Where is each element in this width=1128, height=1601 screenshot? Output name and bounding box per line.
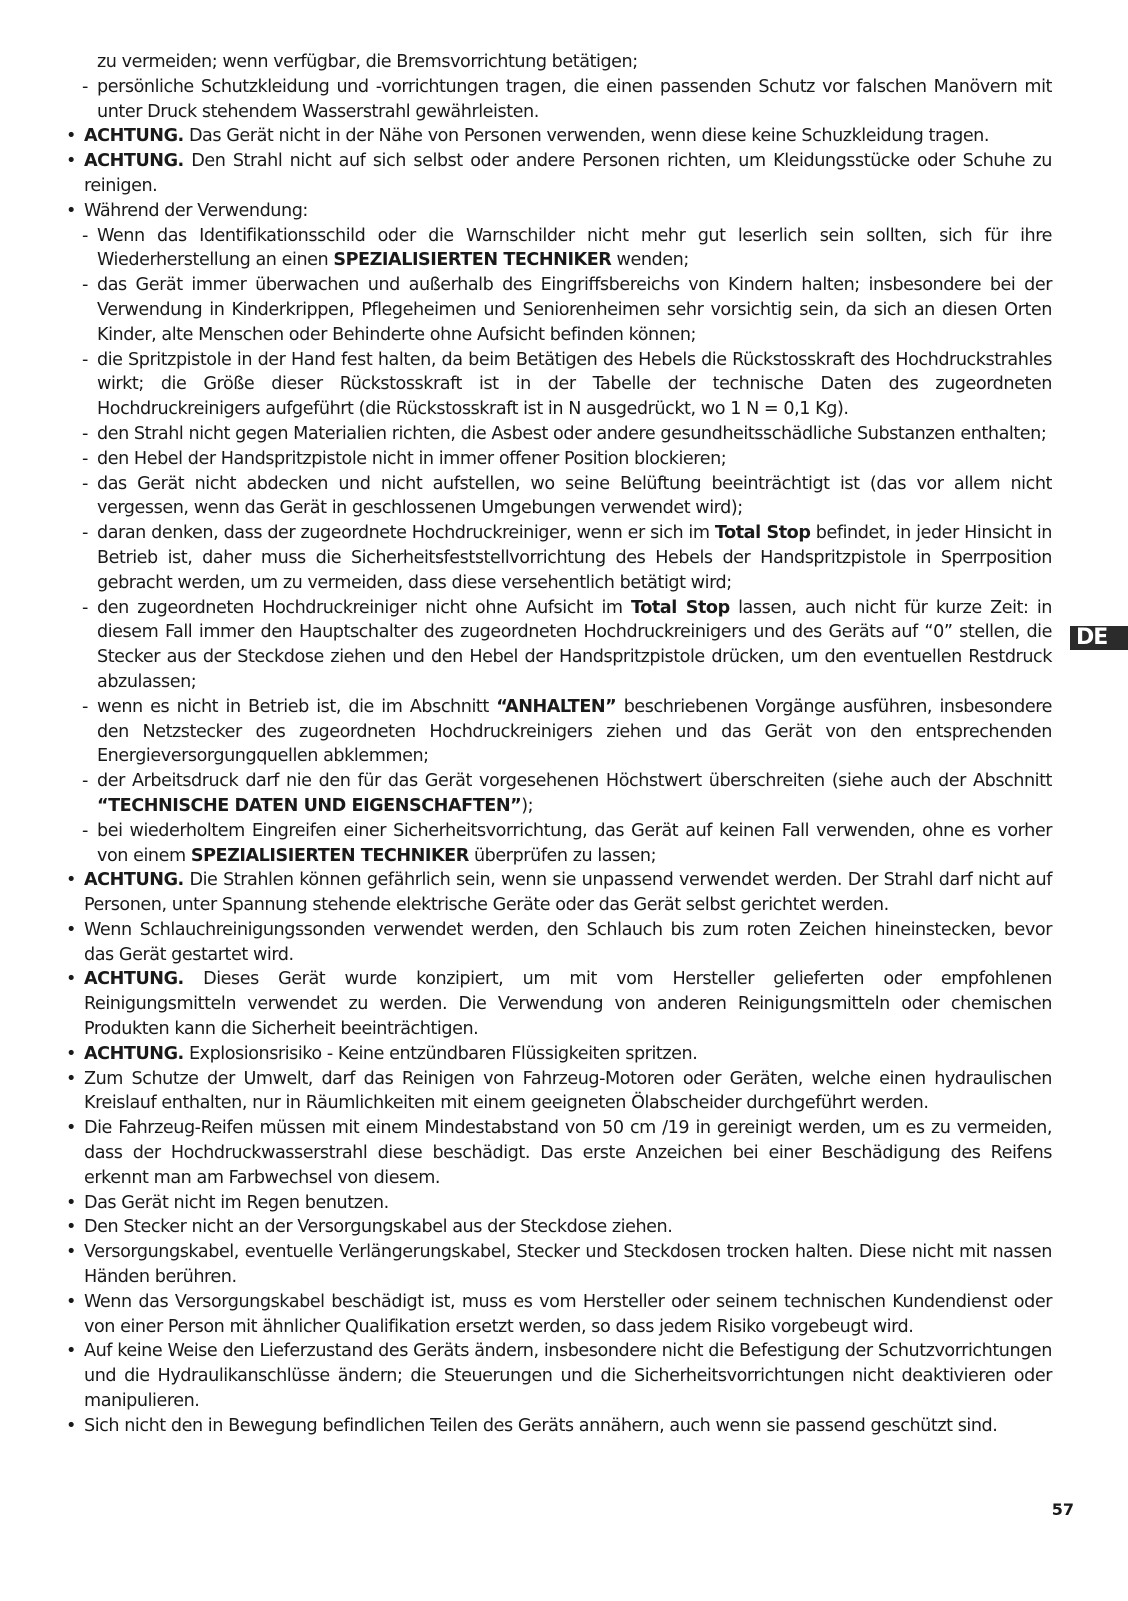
item-text: Den Stecker nicht an der Versorgungskabel aus der Steckdose ziehen. <box>84 1217 673 1238</box>
bullet-marker: • <box>66 1043 76 1064</box>
sub-item-text: den zugeordneten Hochdruckreiniger nicht ohne Aufsicht im <box>97 597 631 618</box>
list-item <box>64 1215 1052 1240</box>
bullet-marker: • <box>66 126 76 147</box>
sub-item-text: die Spritzpistole in der Hand fest halten, da beim Betätigen des Hebels die Rückstosskraft des Hochdruckstrahles wirkt; die Größe dieser Rückstosskraft ist in der Tabelle der technische Daten des zugeordneten Hochdruckreinigers aufgeführt (die Rückstosskraft ist in N ausgedrückt, wo 1 N = 0,1 Kg). <box>97 349 1052 420</box>
sub-item-text: wenden; <box>611 250 689 271</box>
item-text: Dieses Gerät wurde konzipiert, um mit vom Hersteller gelieferten oder empfohlenen Reinigungsmitteln verwendet zu werden. Die Verwendung von anderen Reinigungsmitteln oder chemischen Produkten kann die Sicherheit beeinträchtigen. <box>84 969 1052 1040</box>
bullet-marker: • <box>66 1415 76 1436</box>
item-text: Den Strahl nicht auf sich selbst oder andere Personen richten, um Kleidungsstücke oder Schuhe zu reinigen. <box>84 151 1052 196</box>
sub-list-item <box>64 447 1052 472</box>
item-bold-label: ACHTUNG. <box>84 151 184 172</box>
dash-marker: - <box>82 696 88 717</box>
sub-item-text: ); <box>521 795 534 816</box>
sub-item-text: das Gerät nicht abdecken und nicht aufstellen, wo seine Belüftung beeinträchtigt ist (das vor allem nicht vergessen, wenn das Gerät in geschlossenen Umgebungen verwendet wird); <box>97 473 1052 519</box>
sub-list-item <box>64 819 1052 869</box>
list-item <box>64 868 1052 918</box>
sub-item-bold: “ANHALTEN” <box>496 696 617 717</box>
item-text: Die Strahlen können gefährlich sein, wenn sie unpassend verwendet werden. Der Strahl darf nicht auf Personen, unter Spannung stehende elektrische Geräte oder das Gerät selbst gerichtet werden. <box>84 870 1052 916</box>
dash-marker: - <box>82 820 88 841</box>
item-text: Zum Schutze der Umwelt, darf das Reinigen von Fahrzeug-Motoren oder Geräten, welche einen hydraulischen Kreislauf enthalten, nur in Räumlichkeiten mit einem geeigneten Ölabscheider durchgeführt werden. <box>84 1068 1052 1114</box>
list-item <box>64 1191 1052 1216</box>
sub-item-text: überprüfen zu lassen; <box>468 845 657 866</box>
item-bold-label: ACHTUNG. <box>84 870 184 891</box>
item-text: Das Gerät nicht in der Nähe von Personen verwenden, wenn diese keine Schuzkleidung tragen. <box>183 126 990 147</box>
list-item <box>64 1290 1052 1340</box>
sub-item-bold: Total Stop <box>714 523 811 544</box>
dash-marker: - <box>82 225 88 246</box>
bullet-marker: • <box>66 1341 76 1362</box>
sub-item-bold: Total Stop <box>631 597 730 618</box>
item-text: Wenn das Versorgungskabel beschädigt ist, muss es vom Hersteller oder seinem technischen Kundendienst oder von einer Person mit ähnlicher Qualifikation ersetzt werden, so dass jedem Risiko vorgebeugt wird. <box>84 1291 1052 1337</box>
list-item <box>64 1339 1052 1413</box>
dash-marker: - <box>82 473 88 494</box>
dash-marker: - <box>82 597 88 618</box>
sub-item-bold: “TECHNISCHE DATEN UND EIGENSCHAFTEN” <box>97 795 522 816</box>
item-bold-label: ACHTUNG. <box>84 126 184 147</box>
sub-list-item <box>64 695 1052 769</box>
sub-list-item <box>64 472 1052 522</box>
dash-marker: - <box>82 448 88 469</box>
item-text: Das Gerät nicht im Regen benutzen. <box>84 1192 389 1213</box>
bullet-marker: • <box>66 1192 76 1213</box>
sub-item-bold: SPEZIALISIERTEN TECHNIKER <box>190 845 469 866</box>
list-item <box>64 124 1052 149</box>
safety-list <box>64 124 1052 1438</box>
sub-item-text: wenn es nicht in Betrieb ist, die im Abschnitt <box>97 696 497 717</box>
bullet-marker: • <box>66 969 76 990</box>
continuation-line: zu vermeiden; wenn verfügbar, die Bremsvorrichtung betätigen; <box>97 52 638 72</box>
sub-list-item <box>64 596 1052 695</box>
list-item <box>64 1067 1052 1117</box>
item-text: Auf keine Weise den Lieferzustand des Geräts ändern, insbesondere nicht die Befestigung der Schutzvorrichtungen und die Hydraulikanschlüsse ändern; die Steuerungen und die Sicherheitsvorrichtungen nicht deaktivieren oder manipulieren. <box>84 1341 1052 1412</box>
bullet-marker: • <box>66 1068 76 1089</box>
sub-item-text: daran denken, dass der zugeordnete Hochdruckreiniger, wenn er sich im <box>97 523 715 544</box>
sub-item-text: persönliche Schutzkleidung und -vorrichtungen tragen, die einen passenden Schutz vor falschen Manövern mit unter Druck stehendem Wasserstrahl gewährleisten. <box>97 76 1052 122</box>
dash-marker: - <box>82 523 88 544</box>
list-item <box>64 967 1052 1041</box>
bullet-marker: • <box>66 870 76 891</box>
item-text: Explosionsrisiko - Keine entzündbaren Flüssigkeiten spritzen. <box>183 1043 698 1064</box>
dash-marker: - <box>82 349 88 370</box>
list-item <box>64 199 1052 224</box>
list-item <box>64 149 1052 199</box>
continuation-sub-item <box>64 75 1052 125</box>
sub-item-text: befindet, in jeder Hinsicht in Betrieb ist, daher muss die Sicherheitsfeststellvorrichtung des Hebels der Handspritzpistole in Sperrposition gebracht werden, um zu vermeiden, dass diese versehentlich betätigt wird; <box>97 523 1052 593</box>
sub-item-text: bei wiederholtem Eingreifen einer Sicherheitsvorrichtung, das Gerät auf keinen Fall verwenden, ohne es vorher von einem <box>97 820 1052 866</box>
sub-item-text: beschriebenen Vorgänge ausführen, insbesondere den Netzstecker des zugeordneten Hochdruckreinigers ziehen und das Gerät von den entsprechenden Energieversorgungquellen abklemmen; <box>97 696 1052 767</box>
item-text: Versorgungskabel, eventuelle Verlängerungskabel, Stecker und Steckdosen trocken halten. Diese nicht mit nassen Händen berühren. <box>84 1242 1052 1288</box>
item-text: Während der Verwendung: <box>84 200 308 221</box>
dash-marker: - <box>82 275 88 296</box>
item-bold-label: ACHTUNG. <box>84 969 184 990</box>
item-text: Die Fahrzeug-Reifen müssen mit einem Mindestabstand von 50 cm /19 in gereinigt werden, um es zu vermeiden, dass der Hochdruckwasserstrahl diese beschädigt. Das erste Anzeichen bei einer Beschädigung des Reifens erkennt man am Farbwechsel von diesem. <box>84 1118 1052 1188</box>
sub-item-text: der Arbeitsdruck darf nie den für das Gerät vorgesehenen Höchstwert überschreiten (siehe auch der Abschnitt <box>97 771 1052 792</box>
document-body <box>64 50 1052 1439</box>
bullet-marker: • <box>66 919 76 940</box>
bullet-marker: • <box>66 200 76 221</box>
sub-item-text: lassen, auch nicht für kurze Zeit: in diesem Fall immer den Hauptschalter des zugeordneten Hochdruckreinigers und des Geräts auf “0” stellen, die Stecker aus der Steckdose ziehen und den Hebel der Handspritzpistole drücken, um den eventuellen Restdruck abzulassen; <box>97 597 1052 692</box>
bullet-marker: • <box>66 1118 76 1139</box>
sub-list-item <box>64 521 1052 595</box>
item-text: Wenn Schlauchreinigungssonden verwendet werden, den Schlauch bis zum roten Zeichen hineinstecken, bevor das Gerät gestartet wird. <box>84 919 1052 965</box>
item-text: Sich nicht den in Bewegung befindlichen Teilen des Geräts annähern, auch wenn sie passend geschützt sind. <box>84 1415 998 1436</box>
sub-list-item <box>64 348 1052 422</box>
list-item <box>64 1042 1052 1067</box>
sub-list-item <box>64 273 1052 347</box>
dash-marker: - <box>82 423 88 444</box>
list-item <box>64 918 1052 968</box>
sub-item-text: den Strahl nicht gegen Materialien richten, die Asbest oder andere gesundheitsschädliche Substanzen enthalten; <box>97 423 1047 444</box>
sub-item-text: den Hebel der Handspritzpistole nicht in immer offener Position blockieren; <box>97 448 727 469</box>
list-item <box>64 1240 1052 1290</box>
dash-marker: - <box>82 771 88 792</box>
sub-item-text: das Gerät immer überwachen und außerhalb des Eingriffsbereichs von Kindern halten; insbesondere bei der Verwendung in Kinderkrippen, Pflegeheimen und Seniorenheimen sehr vorsichtig sein, da sich an diesen Orten Kinder, alte Menschen oder Behinderte ohne Aufsicht befinden können; <box>97 275 1052 345</box>
bullet-marker: • <box>66 1291 76 1312</box>
sub-list-item <box>64 422 1052 447</box>
bullet-marker: • <box>66 1217 76 1238</box>
sub-list-item <box>64 224 1052 274</box>
dash-marker: - <box>82 76 88 97</box>
language-tab: DE <box>1070 626 1128 650</box>
sub-item-bold: SPEZIALISIERTEN TECHNIKER <box>333 250 612 271</box>
sub-list-item <box>64 769 1052 819</box>
list-item <box>64 1116 1052 1190</box>
page-number: 57 <box>1051 1500 1074 1519</box>
list-item <box>64 1414 1052 1439</box>
bullet-marker: • <box>66 1242 76 1263</box>
bullet-marker: • <box>66 151 76 172</box>
sub-item-text: Wenn das Identifikationsschild oder die Warnschilder nicht mehr gut leserlich sein sollten, sich für ihre Wiederherstellung an einen <box>97 225 1052 271</box>
item-bold-label: ACHTUNG. <box>84 1043 184 1064</box>
